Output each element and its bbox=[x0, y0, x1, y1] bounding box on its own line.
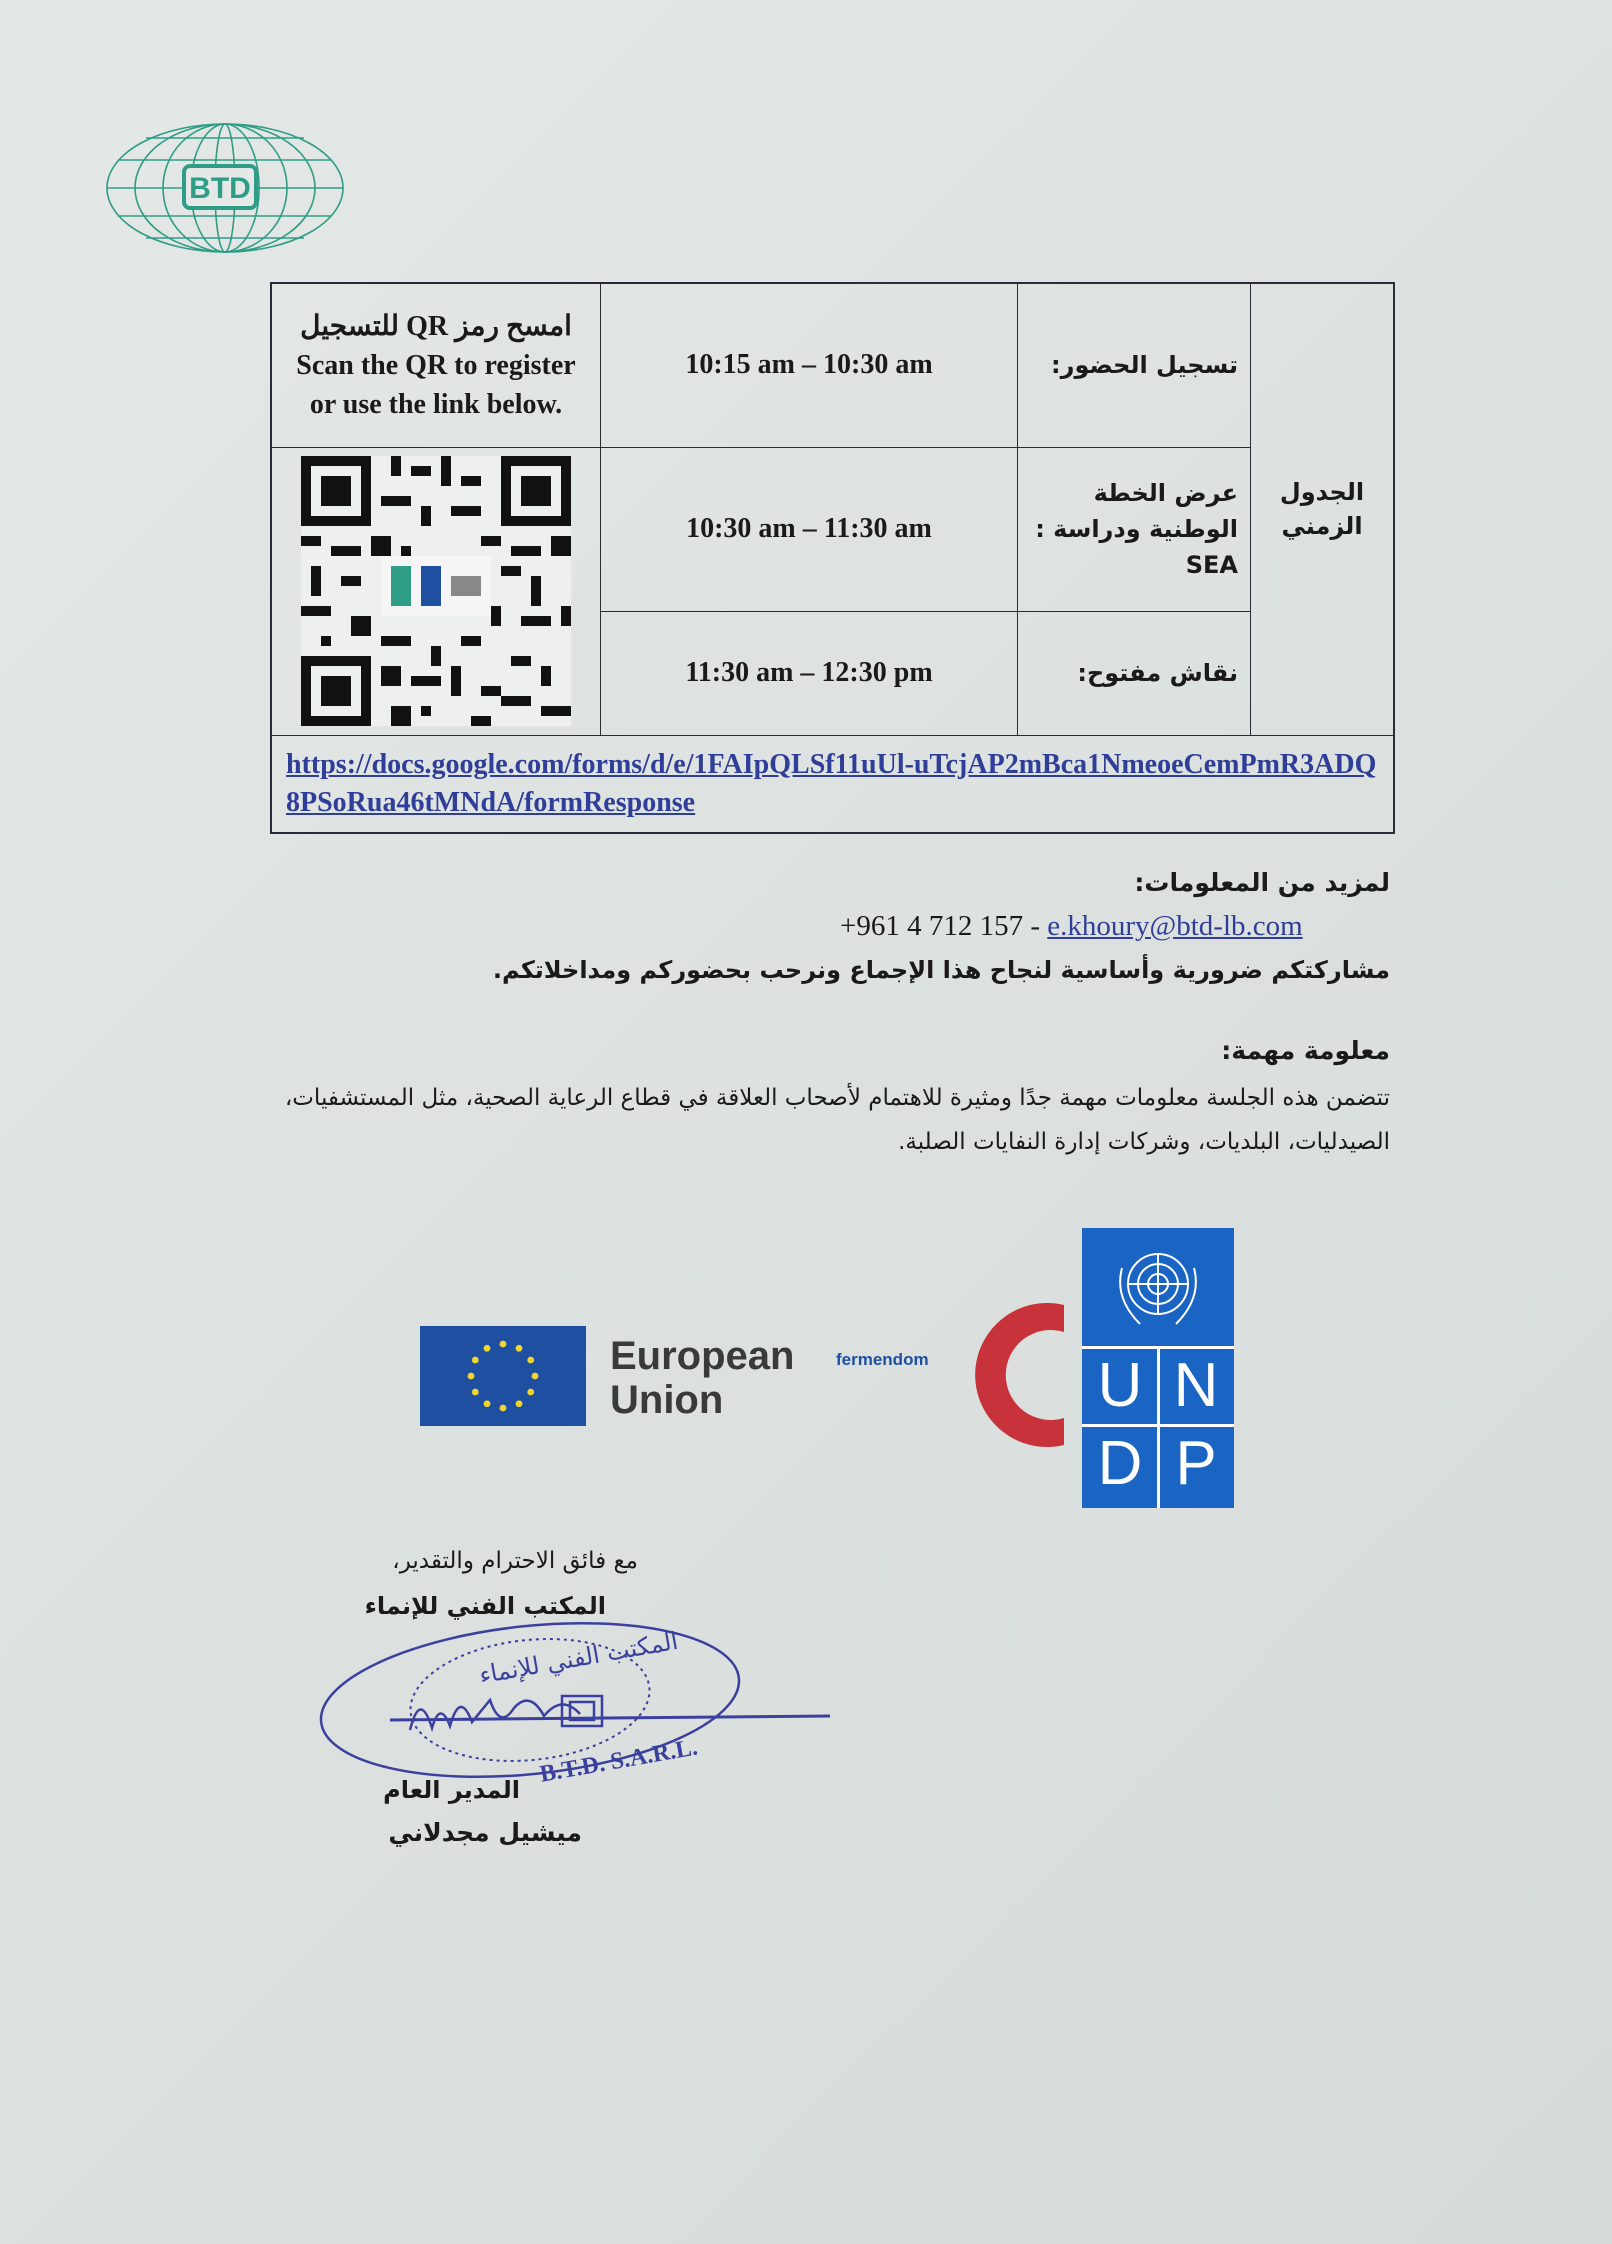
closing-name: ميشيل مجدلاني bbox=[388, 1818, 582, 1847]
activity-discussion: نقاش مفتوح: bbox=[1077, 659, 1238, 687]
qr-instructions-cell bbox=[271, 283, 601, 447]
closing-regards: مع فائق الاحترام والتقدير، bbox=[392, 1548, 638, 1574]
stamp-arabic-text: المكتب الفني للإنماء bbox=[477, 1626, 681, 1690]
eu-star-icon bbox=[472, 1357, 479, 1364]
signature-stamp bbox=[300, 1590, 840, 1830]
eu-star-icon bbox=[532, 1373, 539, 1380]
undp-letter-d: D bbox=[1097, 1429, 1143, 1498]
btd-logo-badge bbox=[182, 164, 258, 210]
eu-flag-logo bbox=[420, 1326, 586, 1426]
more-info-heading: لمزيد من المعلومات: bbox=[1134, 868, 1390, 897]
activity-cell bbox=[1018, 283, 1251, 447]
form-link-cell bbox=[271, 735, 1394, 833]
fermendom-c-logo bbox=[964, 1300, 1064, 1450]
email-link[interactable]: e.khoury@btd-lb.com bbox=[1047, 910, 1303, 942]
activity-cell bbox=[1018, 447, 1251, 611]
closing-org: المكتب الفني للإنماء bbox=[364, 1592, 606, 1620]
logo-text: BTD bbox=[189, 172, 251, 205]
eu-star-icon bbox=[516, 1400, 523, 1407]
activity-registration: تسجيل الحضور: bbox=[1051, 351, 1238, 380]
time-cell bbox=[601, 611, 1018, 735]
eu-star-icon bbox=[484, 1400, 491, 1407]
eu-star-icon bbox=[527, 1389, 534, 1396]
eu-star-icon bbox=[516, 1345, 523, 1352]
closing-title: المدير العام bbox=[383, 1776, 520, 1804]
eu-wordmark bbox=[610, 1334, 794, 1422]
qr-instructions: للتسجيل QR امسح رمز Scan the QR to register or use the link below. bbox=[296, 310, 576, 420]
schedule-header: الجدول الزمني bbox=[1279, 478, 1365, 541]
eu-star-icon bbox=[500, 1405, 507, 1412]
eu-star-icon bbox=[484, 1345, 491, 1352]
un-emblem-icon bbox=[1082, 1228, 1234, 1348]
eu-star-icon bbox=[500, 1341, 507, 1348]
eu-star-icon bbox=[527, 1357, 534, 1364]
schedule-header-cell bbox=[1251, 283, 1395, 735]
fermendom-wordmark: fermendom bbox=[836, 1350, 929, 1369]
phone-number: +961 4 712 157 - bbox=[840, 910, 1041, 942]
undp-divider-top bbox=[1082, 1346, 1234, 1349]
eu-star-icon bbox=[468, 1373, 475, 1380]
eu-line1: European bbox=[610, 1334, 795, 1378]
important-body: تتضمن هذه الجلسة معلومات مهمة جدًا ومثيرة للاهتمام لأصحاب العلاقة في قطاع الرعاية الصحية، مثل المستشفيات، الصيدليات، البلديات، وشركات إدارة النفايات الصلبة. bbox=[284, 1085, 1390, 1155]
activity-cell bbox=[1018, 611, 1251, 735]
time-presentation: 10:30 am – 11:30 am bbox=[686, 513, 932, 544]
registration-form-link[interactable]: https://docs.google.com/forms/d/e/1FAIpQLSf11uUl-uTcjAP2mBca1NmeoeCemPmR3ADQ8PSoRua46tMNdA/formResponse bbox=[286, 748, 1377, 818]
undp-letter-p: P bbox=[1175, 1429, 1217, 1498]
undp-letter-n: N bbox=[1173, 1351, 1219, 1420]
eu-star-icon bbox=[472, 1389, 479, 1396]
qr-code-cell bbox=[271, 447, 601, 735]
important-heading: معلومة مهمة: bbox=[1221, 1036, 1390, 1065]
undp-logo bbox=[1082, 1228, 1234, 1508]
time-registration: 10:15 am – 10:30 am bbox=[685, 349, 933, 381]
contact-line bbox=[840, 910, 1303, 943]
time-discussion: 11:30 am – 12:30 pm bbox=[685, 657, 933, 688]
stamp-sarl-text: B.T.D. S.A.R.L. bbox=[537, 1734, 700, 1788]
undp-letter-u: U bbox=[1097, 1351, 1143, 1420]
activity-presentation: عرض الخطة الوطنية ودراسة : SEA bbox=[1035, 479, 1238, 579]
schedule-table bbox=[270, 282, 1395, 834]
eu-line2: Union bbox=[610, 1378, 724, 1422]
time-cell bbox=[601, 283, 1018, 447]
undp-divider-v bbox=[1157, 1346, 1160, 1508]
qr-code-image[interactable] bbox=[301, 456, 571, 726]
time-cell bbox=[601, 447, 1018, 611]
participation-note: مشاركتكم ضرورية وأساسية لنجاح هذا الإجماع ونرحب بحضوركم ومداخلاتكم. bbox=[492, 956, 1390, 984]
